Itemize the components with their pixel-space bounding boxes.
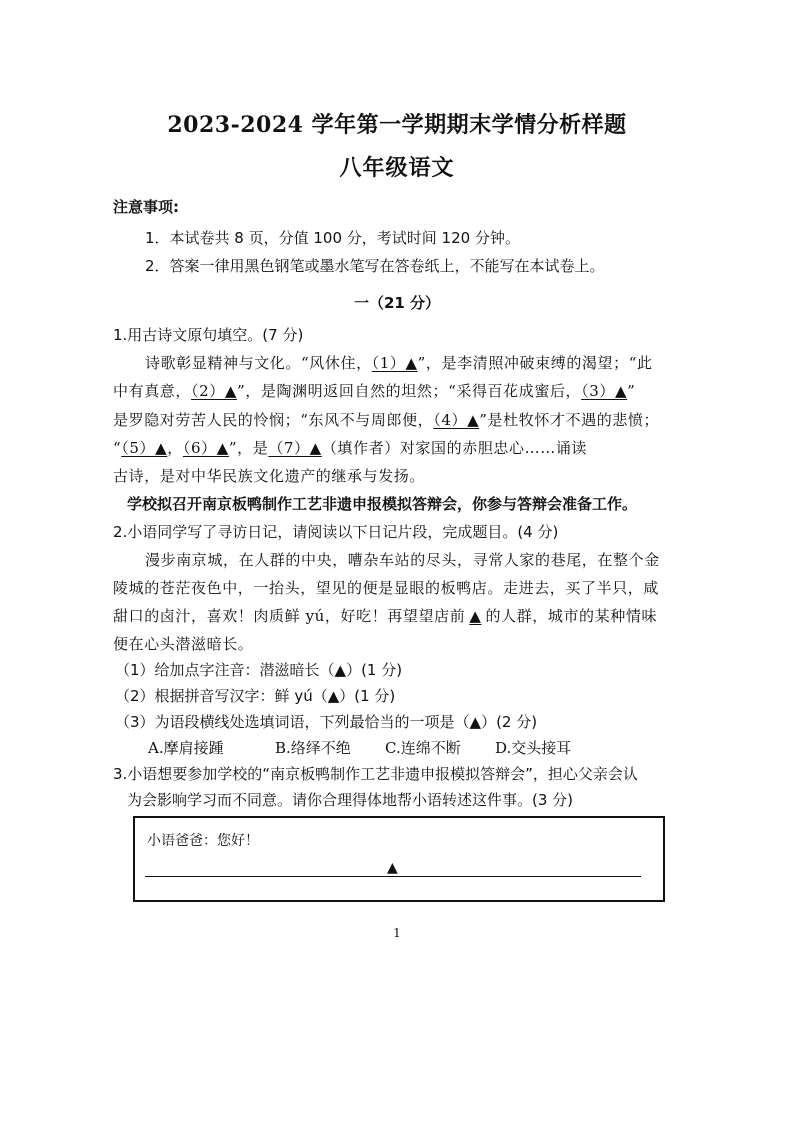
q3-answer-box bbox=[133, 816, 665, 902]
q2-sub-2: （2）根据拼音写汉字：鲜 yú（▲）(1 分) bbox=[115, 687, 396, 705]
q1-blank-4: （4）▲ bbox=[433, 411, 480, 429]
q1-text: ， bbox=[167, 439, 183, 457]
q1-blank-5: （5）▲ bbox=[121, 439, 168, 457]
q2-option-b: B.络绎不绝 bbox=[275, 739, 351, 757]
q1-text: “ bbox=[113, 439, 122, 457]
q2-passage-text: 甜口的卤汁，喜欢！肉质鲜 yú，好吃！再望望店前 bbox=[113, 607, 466, 625]
q2-option-d: D.交头接耳 bbox=[495, 739, 572, 757]
q3-stem-line-2: 为会影响学习而不同意。请你合理得体地帮小语转述这件事。(3 分) bbox=[127, 791, 574, 809]
q1-line-4 bbox=[113, 438, 587, 458]
q2-passage-text: 的人群，城市的某种情味 bbox=[485, 607, 658, 625]
q2-passage-line-2: 陵城的苍茫夜色中，一抬头，望见的便是显眼的板鸭店。走进去，买了半只，咸 bbox=[113, 579, 660, 597]
q1-line-1 bbox=[145, 353, 653, 373]
q1-stem: 1.用古诗文原句填空。(7 分) bbox=[113, 326, 304, 344]
exam-subtitle: 八年级语文 bbox=[339, 156, 455, 181]
q2-sub-3: （3）为语段横线处选填词语，下列最恰当的一项是（▲）(2 分) bbox=[115, 713, 538, 731]
section-heading: 一（21 分） bbox=[353, 294, 441, 312]
q3-stem-line-1: 3.小语想要参加学校的“南京板鸭制作工艺非遗申报模拟答辩会”，担心父亲会认 bbox=[113, 765, 638, 783]
q2-sub-1: （1）给加点字注音：潜滋暗长（▲）(1 分) bbox=[115, 661, 403, 679]
q1-text: ” bbox=[627, 382, 636, 400]
q1-text: 是罗隐对劳苦人民的怜悯；“东风不与周郎便， bbox=[113, 411, 434, 429]
q1-line-5: 古诗，是对中华民族文化遗产的继承与发扬。 bbox=[113, 467, 426, 485]
q1-line-2 bbox=[113, 381, 635, 401]
q1-text: ”，是陶渊明返回自然的坦然；“采得百花成蜜后， bbox=[237, 382, 582, 400]
q1-blank-6: （6）▲ bbox=[182, 439, 229, 457]
q1-text: ”，是李清照冲破束缚的渴望；“此 bbox=[417, 354, 653, 372]
q3-box-greeting: 小语爸爸：您好！ bbox=[147, 833, 259, 849]
q1-text: （填作者）对家国的赤胆忠心……诵读 bbox=[321, 439, 588, 457]
q2-stem: 2.小语同学写了寻访日记，请阅读以下日记片段，完成题目。(4 分) bbox=[113, 523, 559, 541]
q2-passage-line-1: 漫步南京城，在人群的中央，嘈杂车站的尽头，寻常人家的巷尾，在整个金 bbox=[145, 551, 660, 569]
q1-blank-7: （7）▲ bbox=[268, 439, 322, 457]
q3-box-answer-marker: ▲ bbox=[387, 860, 398, 876]
notice-item-2: 2．答案一律用黑色钢笔或墨水笔写在答卷纸上，不能写在本试卷上。 bbox=[145, 257, 605, 275]
q1-text: ”，是 bbox=[228, 439, 269, 457]
notice-item-1: 1．本试卷共 8 页，分值 100 分，考试时间 120 分钟。 bbox=[145, 229, 520, 247]
context-intro: 学校拟召开南京板鸭制作工艺非遗申报模拟答辩会，你参与答辩会准备工作。 bbox=[127, 495, 638, 513]
q1-blank-3: （3）▲ bbox=[581, 382, 628, 400]
q1-blank-2: （2）▲ bbox=[191, 382, 237, 400]
q2-passage-line-3 bbox=[113, 606, 657, 626]
q2-option-c: C.连绵不断 bbox=[385, 739, 461, 757]
q2-passage-line-4: 便在心头潜滋暗长。 bbox=[113, 635, 254, 653]
page-number: 1 bbox=[393, 926, 401, 940]
q2-passage-blank: ▲ bbox=[469, 607, 482, 625]
q1-text: 诗歌彰显精神与文化。“风休住， bbox=[145, 354, 372, 372]
exam-title: 2023-2024 学年第一学期期末学情分析样题 bbox=[167, 112, 627, 138]
notice-heading: 注意事项: bbox=[113, 198, 179, 216]
q2-option-a: A.摩肩接踵 bbox=[148, 739, 224, 757]
q1-line-3 bbox=[113, 410, 659, 430]
q1-text: ”是杜牧怀才不遇的悲愤； bbox=[479, 411, 660, 429]
q3-answer-line bbox=[145, 876, 641, 877]
q1-blank-1: （1）▲ bbox=[371, 354, 418, 372]
q1-text: 中有真意， bbox=[113, 382, 192, 400]
